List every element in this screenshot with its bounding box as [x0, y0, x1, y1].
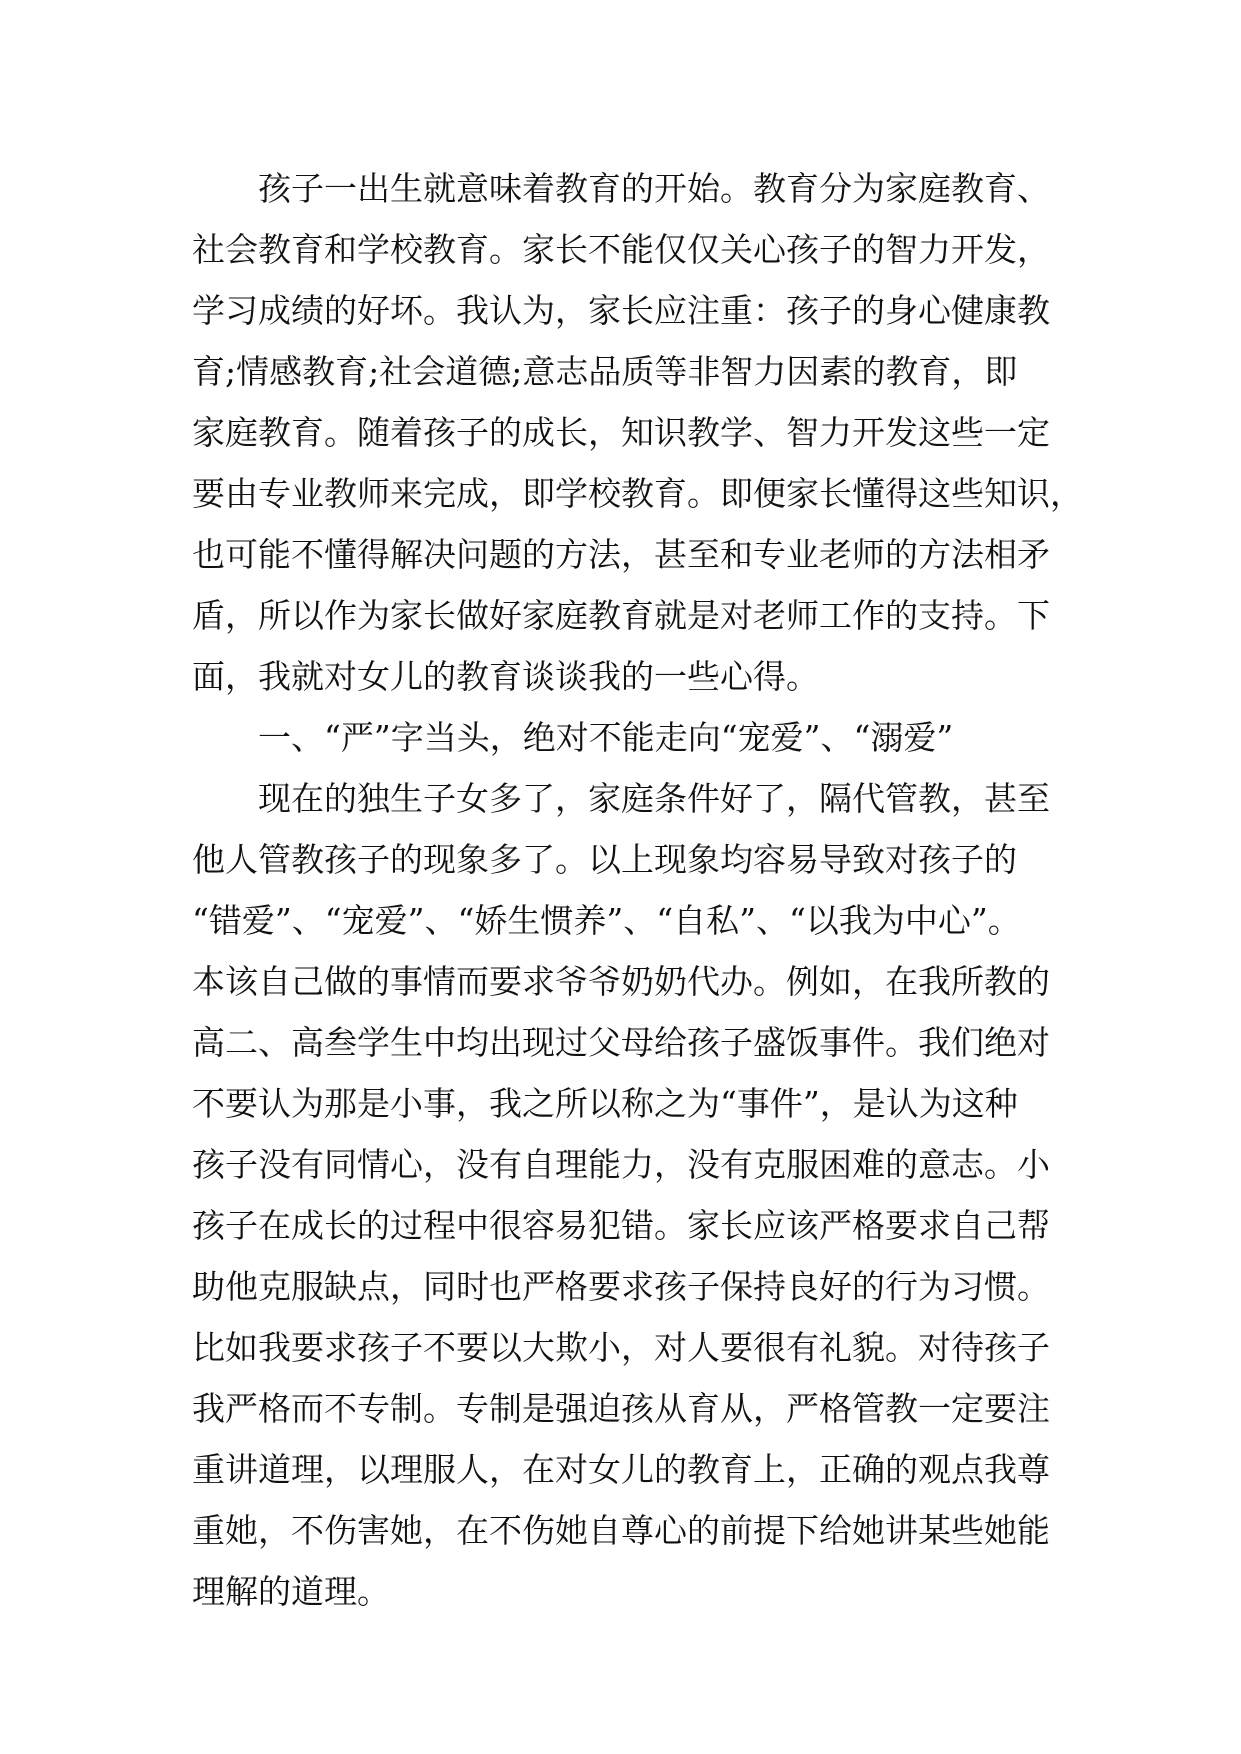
paragraph-2-line: 我严格而不专制。专制是强迫孩从育从，严格管教一定要注: [192, 1389, 1050, 1428]
paragraph-1-line: 家庭教育。随着孩子的成长，知识教学、智力开发这些一定: [192, 413, 1050, 452]
paragraph-2-line: 高二、高叁学生中均出现过父母给孩子盛饭事件。我们绝对: [192, 1023, 1050, 1062]
paragraph-2-line: 他人管教孩子的现象多了。以上现象均容易导致对孩子的: [192, 840, 1017, 879]
document-body: [192, 158, 1083, 1622]
paragraph-2-line: 比如我要求孩子不要以大欺小，对人要很有礼貌。对待孩子: [192, 1328, 1050, 1367]
paragraph-2-line: 不要认为那是小事，我之所以称之为“事件”，是认为这种: [192, 1084, 1018, 1123]
paragraph-2-line: 重她，不伤害她，在不伤她自尊心的前提下给她讲某些她能: [192, 1511, 1050, 1550]
paragraph-2-line: 孩子在成长的过程中很容易犯错。家长应该严格要求自己帮: [192, 1206, 1050, 1245]
paragraph-1-line: 学习成绩的好坏。我认为，家长应注重：孩子的身心健康教: [192, 291, 1050, 330]
paragraph-1-line: 孩子一出生就意味着教育的开始。教育分为家庭教育、: [258, 169, 1050, 208]
paragraph-1-line: 要由专业教师来完成，即学校教育。即便家长懂得这些知识，: [192, 474, 1083, 513]
paragraph-1-line: 面，我就对女儿的教育谈谈我的一些心得。: [192, 657, 819, 696]
paragraph-2-line: 助他克服缺点，同时也严格要求孩子保持良好的行为习惯。: [192, 1267, 1050, 1306]
paragraph-2-line: 现在的独生子女多了，家庭条件好了，隔代管教，甚至: [258, 779, 1050, 818]
paragraph-1-line: 育;情感教育;社会道德;意志品质等非智力因素的教育，即: [192, 352, 1018, 391]
paragraph-1-line: 盾，所以作为家长做好家庭教育就是对老师工作的支持。下: [192, 596, 1050, 635]
paragraph-1-line: 也可能不懂得解决问题的方法，甚至和专业老师的方法相矛: [192, 535, 1050, 574]
paragraph-2-line: 重讲道理，以理服人，在对女儿的教育上，正确的观点我尊: [192, 1450, 1050, 1489]
paragraph-2-line: “错爱”、“宠爱”、“娇生惯养”、“自私”、“以我为中心”。: [192, 901, 1021, 940]
paragraph-2-line: 孩子没有同情心，没有自理能力，没有克服困难的意志。小: [192, 1145, 1050, 1184]
paragraph-1-line: 社会教育和学校教育。家长不能仅仅关心孩子的智力开发，: [192, 230, 1050, 269]
paragraph-2-line: 理解的道理。: [192, 1572, 390, 1611]
paragraph-2-line: 本该自己做的事情而要求爷爷奶奶代办。例如，在我所教的: [192, 962, 1050, 1001]
section-heading: 一、“严”字当头，绝对不能走向“宠爱”、“溺爱”: [258, 718, 954, 757]
